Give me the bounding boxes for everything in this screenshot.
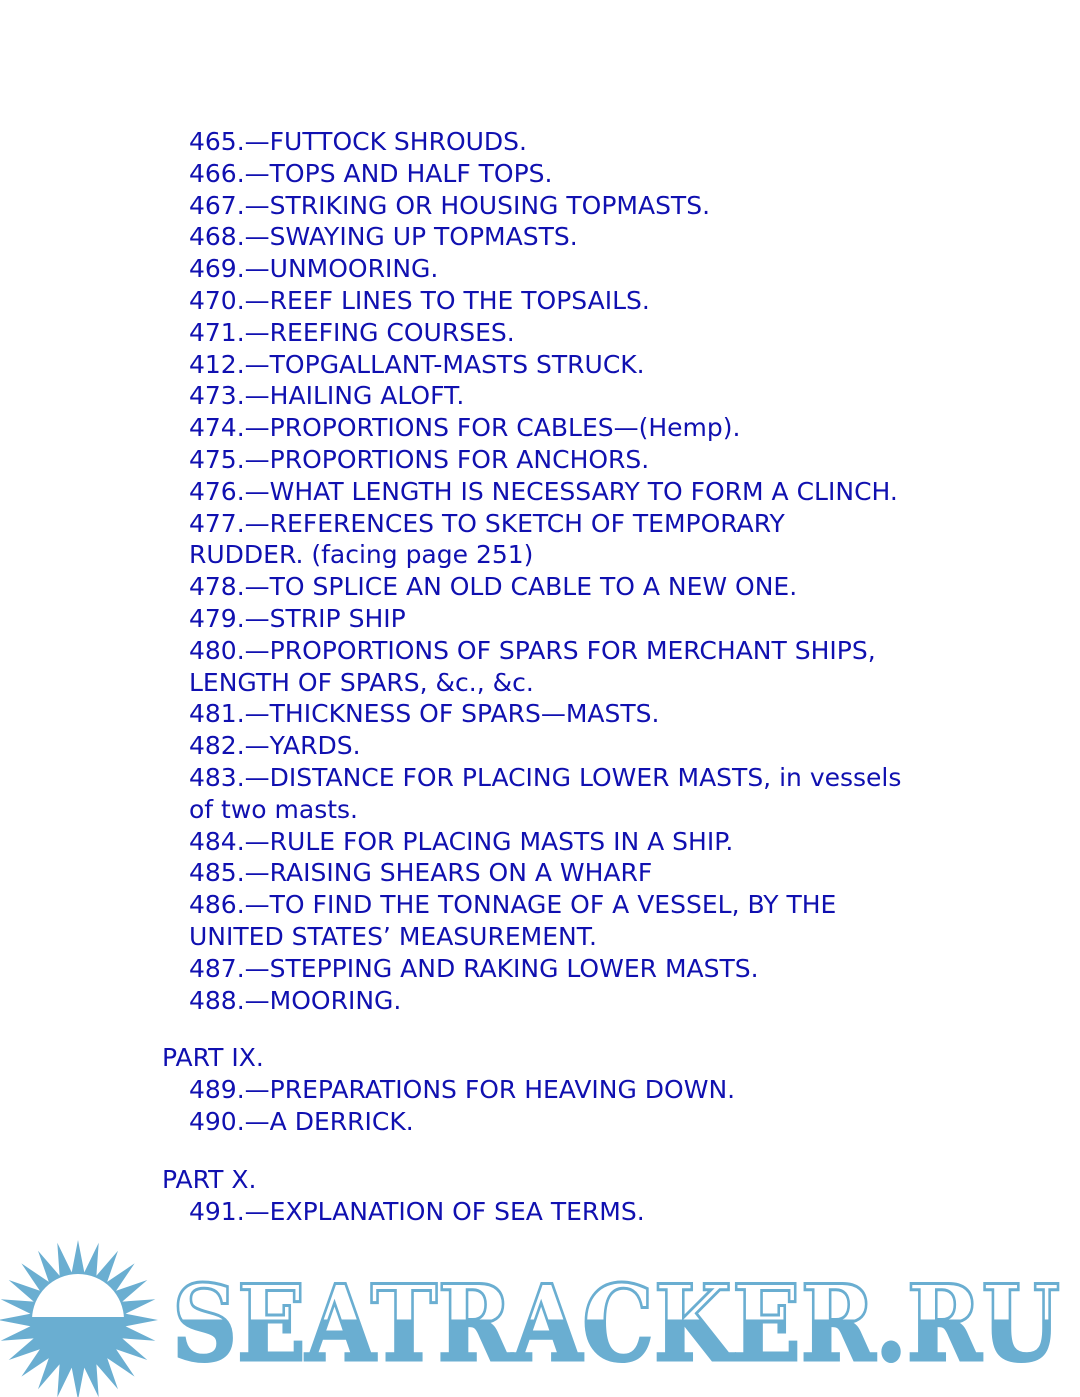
- toc-entry-link[interactable]: 481.—THICKNESS OF SPARS—MASTS.: [189, 699, 660, 729]
- toc-entry-link[interactable]: 468.—SWAYING UP TOPMASTS.: [189, 222, 578, 252]
- toc-entry-line: UNITED STATES’ MEASUREMENT.: [189, 921, 597, 951]
- toc-entry-line: RUDDER. (facing page 251): [189, 540, 534, 570]
- toc-entry-link[interactable]: 470.—REEF LINES TO THE TOPSAILS.: [189, 285, 650, 315]
- toc-entry-link[interactable]: 475.—PROPORTIONS FOR ANCHORS.: [189, 444, 650, 474]
- toc-entry-link[interactable]: 487.—STEPPING AND RAKING LOWER MASTS.: [189, 953, 759, 983]
- toc-part-ix-entries: [0, 1074, 1080, 1138]
- toc-entry-link[interactable]: 478.—TO SPLICE AN OLD CABLE TO A NEW ONE.: [189, 572, 798, 602]
- toc-entry-link[interactable]: 488.—MOORING.: [189, 985, 402, 1015]
- toc-entry-link[interactable]: 485.—RAISING SHEARS ON A WHARF: [189, 858, 653, 888]
- toc-entry-line: 480.—PROPORTIONS OF SPARS FOR MERCHANT SHIPS,: [189, 635, 876, 665]
- toc-entry-link[interactable]: 473.—HAILING ALOFT.: [189, 381, 465, 411]
- toc-entry-link[interactable]: [189, 889, 959, 953]
- watermark-text: SEATRACKER.RU: [172, 1261, 1060, 1385]
- toc-part-x-entries: [0, 1196, 1080, 1228]
- toc-entry-link[interactable]: 412.—TOPGALLANT-MASTS STRUCK.: [189, 349, 645, 379]
- toc-entry-link[interactable]: 482.—YARDS.: [189, 731, 361, 761]
- toc-entry-link[interactable]: 466.—TOPS AND HALF TOPS.: [189, 158, 553, 188]
- toc-entry-link[interactable]: 476.—WHAT LENGTH IS NECESSARY TO FORM A CLINCH.: [189, 476, 898, 506]
- toc-entry-line: 483.—DISTANCE FOR PLACING LOWER MASTS, in vessels: [189, 762, 902, 792]
- toc-entry-link[interactable]: 490.—A DERRICK.: [189, 1106, 414, 1136]
- toc-entry-link[interactable]: 484.—RULE FOR PLACING MASTS IN A SHIP.: [189, 826, 734, 856]
- toc-entry-line: LENGTH OF SPARS, &c., &c.: [189, 667, 534, 697]
- toc-entry-link[interactable]: 489.—PREPARATIONS FOR HEAVING DOWN.: [189, 1075, 736, 1105]
- toc-entry-link[interactable]: [189, 762, 959, 826]
- toc-entry-line: 477.—REFERENCES TO SKETCH OF TEMPORARY: [189, 508, 785, 538]
- part-x-heading: PART X.: [162, 1164, 257, 1194]
- seatracker-watermark: [0, 1238, 1080, 1397]
- toc-entry-link[interactable]: 474.—PROPORTIONS FOR CABLES—(Hemp).: [189, 413, 741, 443]
- toc-entry-link[interactable]: [189, 635, 959, 699]
- toc-entry-line: 486.—TO FIND THE TONNAGE OF A VESSEL, BY THE: [189, 890, 837, 920]
- toc-entry-link[interactable]: 467.—STRIKING OR HOUSING TOPMASTS.: [189, 190, 711, 220]
- toc-entry-line: of two masts.: [189, 794, 359, 824]
- toc-entry-link[interactable]: [189, 508, 959, 572]
- toc-entry-link[interactable]: 491.—EXPLANATION OF SEA TERMS.: [189, 1196, 645, 1226]
- sun-over-horizon-icon: [0, 1240, 158, 1397]
- toc-part-viii-entries: [0, 126, 1080, 1016]
- toc-entry-link[interactable]: 465.—FUTTOCK SHROUDS.: [189, 127, 528, 156]
- table-of-contents: [0, 126, 1080, 1227]
- toc-entry-link[interactable]: 469.—UNMOORING.: [189, 254, 439, 284]
- toc-entry-link[interactable]: 479.—STRIP SHIP: [189, 603, 406, 633]
- toc-entry-link[interactable]: 471.—REEFING COURSES.: [189, 317, 515, 347]
- part-ix-heading: PART IX.: [162, 1043, 264, 1073]
